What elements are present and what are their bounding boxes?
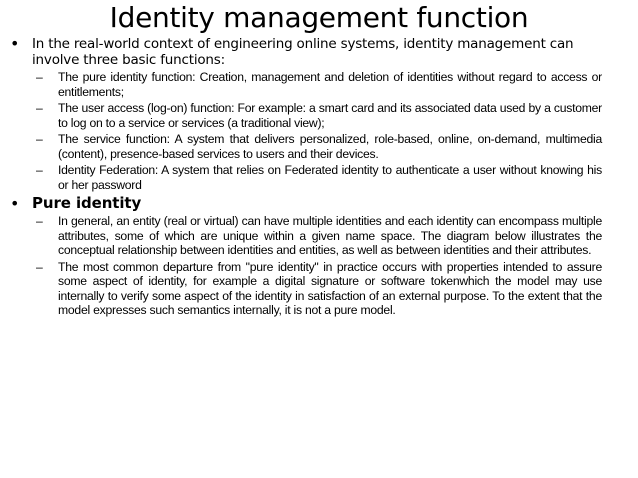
sub-bullet-departure-from-pure-identity	[10, 260, 602, 318]
dash-glyph: –	[36, 101, 43, 115]
sub-bullet-text: The pure identity function: Creation, management and deletion of identities without regard to access or entitlements;	[58, 70, 602, 99]
bullet-text: In the real-world context of engineering online systems, identity management can involve three basic functions:	[32, 36, 574, 68]
bullet-pure-identity	[10, 194, 602, 213]
sub-bullet-user-access-function	[10, 101, 602, 130]
sub-bullet-entity-identities	[10, 214, 602, 258]
bullet-functions	[10, 36, 602, 68]
dash-glyph: –	[36, 163, 43, 177]
dash-glyph: –	[36, 259, 43, 274]
slide-body	[10, 36, 602, 320]
dash-glyph: –	[36, 132, 43, 146]
dash-glyph: –	[36, 214, 43, 228]
slide-title: Identity management function	[109, 1, 529, 34]
sub-bullet-text: The user access (log-on) function: For example: a smart card and its associated data used by a customer to log on to a service or services (a traditional view);	[58, 101, 602, 130]
bullet-text: Pure identity	[32, 194, 142, 212]
sub-bullet-text: Identity Federation: A system that relies on Federated identity to authenticate a user without knowing his or her password	[58, 163, 602, 192]
sub-bullet-text: The most common departure from "pure identity" in practice occurs with properties intended to assure some aspect of identity, for example a digital signature or software tokenwhich the model may use internally to verify some aspect of the identity in satisfaction of an external purpose. To the extent that the model expresses such semantics internally, it is not a pure model.	[58, 259, 602, 317]
sub-bullet-pure-identity-function	[10, 70, 602, 99]
bullet-glyph: •	[10, 34, 20, 53]
sub-bullet-text: The service function: A system that delivers personalized, role-based, online, on-demand, multimedia (content), presence-based services to users and their devices.	[58, 132, 602, 161]
sub-bullet-service-function	[10, 132, 602, 161]
dash-glyph: –	[36, 70, 43, 84]
sub-bullet-text: In general, an entity (real or virtual) can have multiple identities and each identity can encompass multiple attributes, some of which are unique within a given name space. The diagram below illustrates the conceptual relationship between identities and entities, as well as between identities and their attributes.	[58, 214, 602, 257]
bullet-glyph: •	[10, 194, 20, 213]
sub-bullet-identity-federation	[10, 163, 602, 192]
